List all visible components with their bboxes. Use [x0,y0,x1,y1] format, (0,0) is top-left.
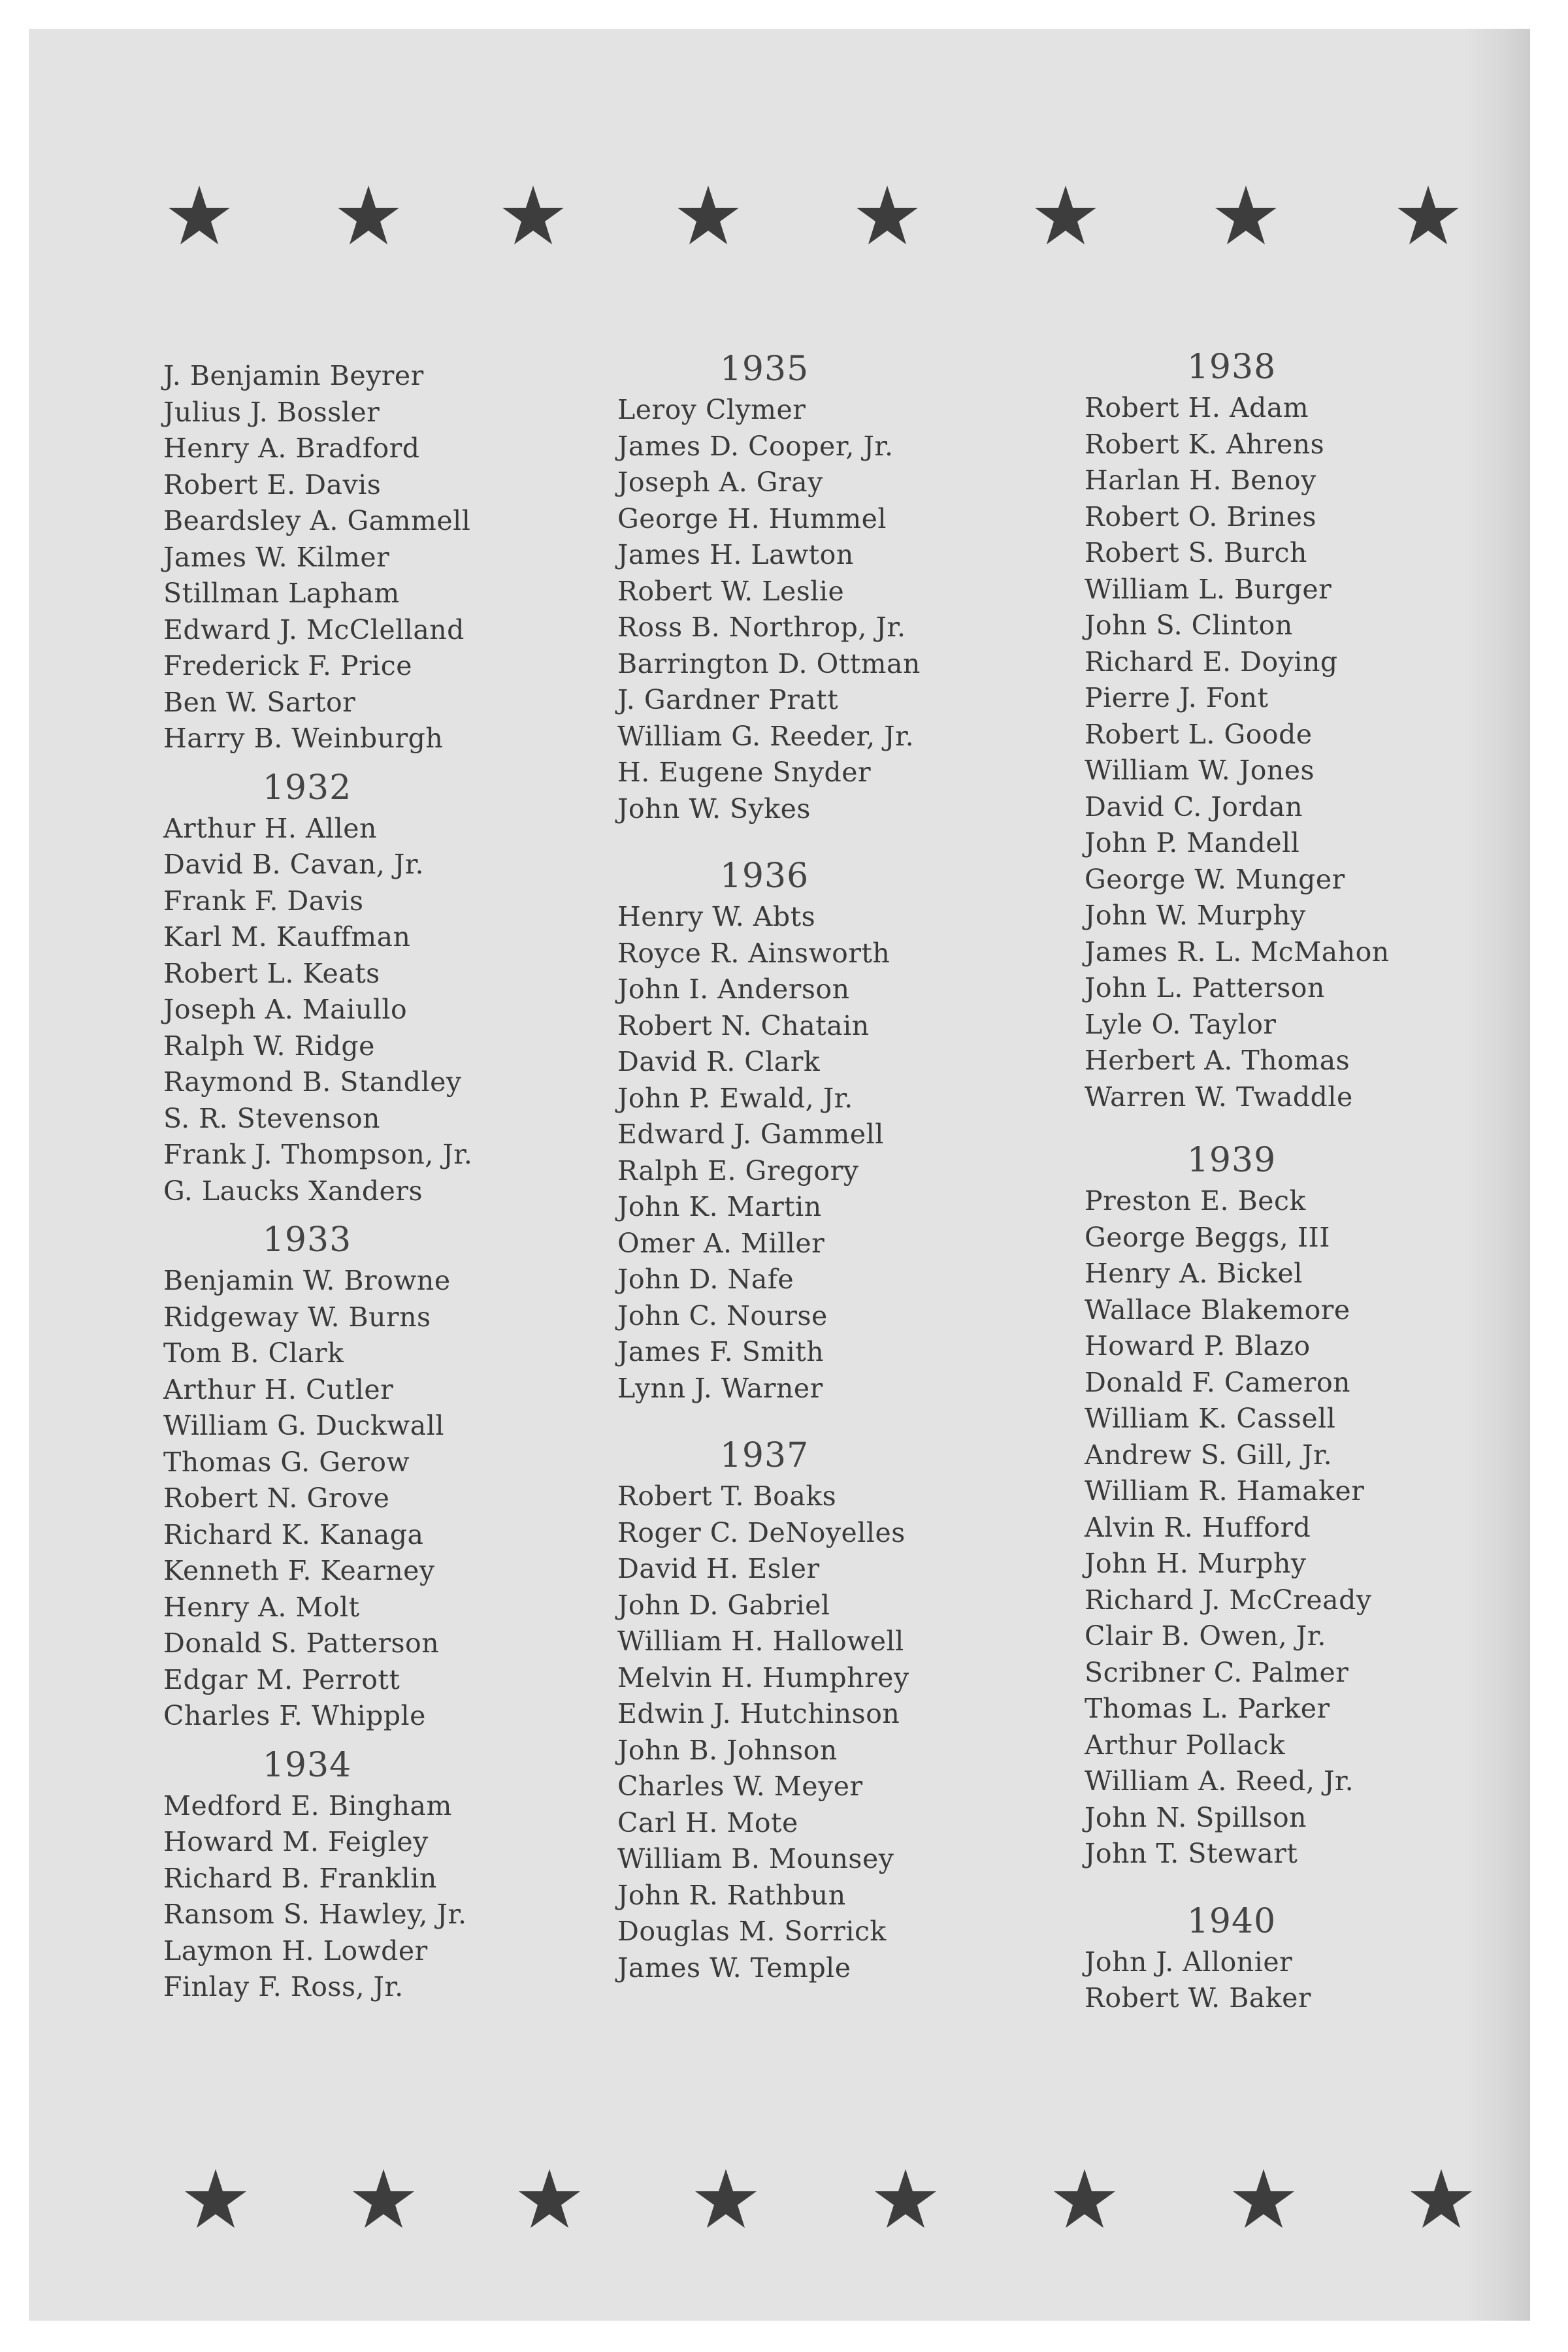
name-entry: Richard B. Franklin [163,1862,437,1894]
name-entry: Ralph W. Ridge [163,1030,375,1062]
name-entry: John D. Nafe [617,1264,794,1295]
name-entry: James D. Cooper, Jr. [617,430,894,462]
name-entry: Howard P. Blazo [1085,1330,1311,1362]
name-entry: Julius J. Bossler [163,396,380,428]
name-entry: John N. Spillson [1085,1801,1307,1833]
name-entry: Ross B. Northrop, Jr. [617,612,906,643]
name-entry: John T. Stewart [1085,1838,1298,1869]
name-entry: James W. Temple [617,1952,851,1984]
name-entry: Ben W. Sartor [163,686,356,718]
name-entry: Edward J. McClelland [163,613,465,645]
star-icon [1033,183,1098,248]
name-entry: John P. Ewald, Jr. [617,1082,853,1114]
star-icon [336,183,401,248]
name-entry: John L. Patterson [1085,972,1325,1004]
name-entry: William W. Jones [1085,755,1315,786]
section-2-3 [617,1433,983,1986]
bottom-star-row [0,2166,1568,2245]
name-entry: Ransom S. Hawley, Jr. [163,1899,467,1930]
name-entry: Harlan H. Benoy [1085,465,1316,496]
year-heading: 1938 [1186,348,1277,387]
name-entry: Benjamin W. Browne [163,1265,451,1296]
name-entry: Frank F. Davis [163,885,364,917]
name-entry: Robert L. Goode [1085,718,1313,750]
name-entry: Wallace Blakemore [1085,1294,1350,1326]
name-entry: Henry W. Abts [617,901,816,932]
name-entry: Robert W. Leslie [617,575,845,607]
name-entry: Howard M. Feigley [163,1826,429,1857]
star-icon [855,183,920,248]
name-entry: Karl M. Kauffman [163,921,411,953]
name-entry: David H. Esler [617,1553,820,1584]
name-entry: G. Laucks Xanders [163,1175,423,1207]
year-heading: 1933 [262,1220,352,1260]
name-entry: John I. Anderson [617,973,850,1005]
name-entry: Robert N. Chatain [617,1009,870,1041]
section-3-1 [1085,344,1463,1115]
section-1-2 [163,765,503,1210]
name-entry: Herbert A. Thomas [1085,1045,1350,1076]
name-entry: Robert E. Davis [163,468,382,500]
name-entry: James H. Lawton [617,539,854,570]
name-entry: John K. Martin [617,1191,822,1222]
name-entry: Stillman Lapham [163,578,400,609]
name-entry: Robert W. Baker [1085,1982,1311,2014]
name-entry: William R. Hamaker [1085,1475,1365,1507]
star-icon [167,183,232,248]
name-entry: John R. Rathbun [617,1879,846,1911]
name-entry: Ralph E. Gregory [617,1154,859,1186]
name-entry: Leroy Clymer [617,394,806,425]
year-heading: 1940 [1186,1901,1277,1941]
name-entry: J. Gardner Pratt [617,684,839,715]
star-icon [693,2166,759,2232]
year-heading: 1937 [719,1436,809,1475]
name-entry: John S. Clinton [1085,610,1293,641]
name-entry: Thomas G. Gerow [163,1446,410,1478]
star-icon [517,2166,582,2232]
name-entry: Kenneth F. Kearney [163,1555,435,1586]
top-star-row [0,183,1568,261]
star-icon [1213,183,1279,248]
name-entry: Donald F. Cameron [1085,1366,1351,1398]
name-entry: James W. Kilmer [163,541,390,573]
name-entry: William G. Duckwall [163,1410,444,1441]
name-entry: William B. Mounsey [617,1843,894,1874]
name-entry: Robert O. Brines [1085,500,1316,532]
name-entry: Frank J. Thompson, Jr. [163,1139,473,1170]
name-entry: Edward J. Gammell [617,1119,884,1150]
name-entry: George W. Munger [1085,863,1345,895]
name-entry: Arthur Pollack [1085,1729,1286,1761]
column-1 [163,358,503,2006]
name-entry: Preston E. Beck [1085,1185,1306,1217]
star-icon [676,183,741,248]
name-entry: Douglas M. Sorrick [617,1916,887,1947]
name-entry: William A. Reed, Jr. [1085,1765,1354,1797]
column-3 [1085,344,1463,2017]
name-entry: Robert S. Burch [1085,537,1307,568]
name-entry: Finlay F. Ross, Jr. [163,1971,404,2002]
name-entry: John D. Gabriel [617,1589,830,1621]
star-icon [1231,2166,1296,2232]
name-entry: S. R. Stevenson [163,1102,380,1134]
star-icon [1409,2166,1474,2232]
section-1-1 [163,358,503,757]
name-entry: Lynn J. Warner [617,1372,823,1404]
name-entry: Joseph A. Gray [617,466,823,498]
name-entry: Edwin J. Hutchinson [617,1698,900,1729]
name-entry: Tom B. Clark [163,1337,344,1369]
star-icon [183,2166,248,2232]
name-entry: David R. Clark [617,1046,821,1077]
star-icon [1052,2166,1117,2232]
section-1-3 [163,1217,503,1735]
name-entry: Laymon H. Lowder [163,1935,428,1967]
name-entry: John W. Sykes [617,792,811,825]
name-entry: Melvin H. Humphrey [617,1661,909,1693]
year-heading: 1939 [1186,1141,1277,1180]
year-heading: 1934 [262,1745,352,1785]
column-2 [617,346,983,1986]
name-entry: James R. L. McMahon [1085,936,1390,968]
star-icon [873,2166,938,2232]
name-entry: Robert N. Grove [163,1482,390,1514]
name-entry: John J. Allonier [1085,1946,1293,1978]
name-entry: George Beggs, III [1085,1221,1330,1253]
name-entry: Edgar M. Perrott [163,1663,400,1695]
name-entry: John P. Mandell [1085,827,1300,858]
section-2-1 [617,346,983,827]
section-2-2 [617,853,983,1407]
name-entry: Roger C. DeNoyelles [617,1516,906,1548]
name-entry: Charles W. Meyer [617,1771,863,1802]
name-entry: William H. Hallowell [617,1625,904,1657]
name-entry: David C. Jordan [1085,791,1303,823]
star-icon [1396,183,1461,248]
name-entry: Ridgeway W. Burns [163,1301,431,1333]
name-entry: Lyle O. Taylor [1085,1008,1277,1040]
name-entry: William G. Reeder, Jr. [617,720,915,752]
name-entry: Charles F. Whipple [163,1700,426,1731]
name-entry: John H. Murphy [1085,1548,1307,1579]
name-entry: Scribner C. Palmer [1085,1656,1349,1688]
name-entry: William K. Cassell [1085,1403,1336,1434]
name-entry: Donald S. Patterson [163,1627,440,1659]
name-entry: Alvin R. Hufford [1085,1511,1311,1543]
name-entry: Omer A. Miller [617,1227,825,1259]
section-3-2 [1085,1137,1463,1872]
year-heading: 1932 [262,768,352,808]
name-entry: Raymond B. Standley [163,1066,462,1098]
name-entry: Andrew S. Gill, Jr. [1085,1439,1333,1471]
name-entry: Richard K. Kanaga [163,1518,424,1550]
name-entry: Henry A. Bradford [163,433,420,464]
name-entry: John B. Johnson [617,1734,838,1766]
section-3-3 [1085,1899,1463,2017]
name-entry: Robert L. Keats [163,957,380,989]
name-entry: John C. Nourse [617,1299,828,1331]
name-entry: James F. Smith [617,1336,825,1367]
name-entry: David B. Cavan, Jr. [163,849,425,880]
name-entry: Richard E. Doying [1085,645,1338,678]
name-entry: Henry A. Bickel [1085,1258,1303,1289]
name-entry: Carl H. Mote [617,1806,798,1838]
page-spine-shadow [1463,29,1530,2321]
name-entry: Joseph A. Maiullo [163,994,408,1025]
name-entry: Warren W. Twaddle [1085,1081,1353,1113]
star-icon [500,183,566,248]
year-heading: 1935 [719,350,809,389]
name-entry: Harry B. Weinburgh [163,723,444,754]
name-entry: Beardsley A. Gammell [163,505,471,536]
name-entry: Barrington D. Ottman [617,647,921,679]
name-entry: Pierre J. Font [1085,682,1269,713]
star-icon [351,2166,416,2232]
name-entry: Royce R. Ainsworth [617,937,890,969]
year-heading: 1936 [719,857,809,896]
name-entry: John W. Murphy [1085,900,1306,931]
name-entry: Arthur H. Cutler [163,1373,394,1405]
section-1-4 [163,1742,503,2006]
name-entry: Arthur H. Allen [163,812,377,844]
name-entry: Robert T. Boaks [617,1480,837,1512]
name-entry: Medford E. Bingham [163,1789,452,1821]
name-entry: Robert K. Ahrens [1085,428,1325,460]
name-entry: Henry A. Molt [163,1591,360,1623]
name-entry: Frederick F. Price [163,650,413,681]
name-entry: H. Eugene Snyder [617,757,872,788]
name-entry: George H. Hummel [617,502,887,534]
name-entry: William L. Burger [1085,573,1332,605]
name-entry: Robert H. Adam [1085,392,1309,423]
name-entry: Thomas L. Parker [1085,1693,1330,1724]
name-entry: J. Benjamin Beyrer [163,360,424,391]
name-entry: Clair B. Owen, Jr. [1085,1620,1326,1652]
name-entry: Richard J. McCready [1085,1584,1372,1616]
